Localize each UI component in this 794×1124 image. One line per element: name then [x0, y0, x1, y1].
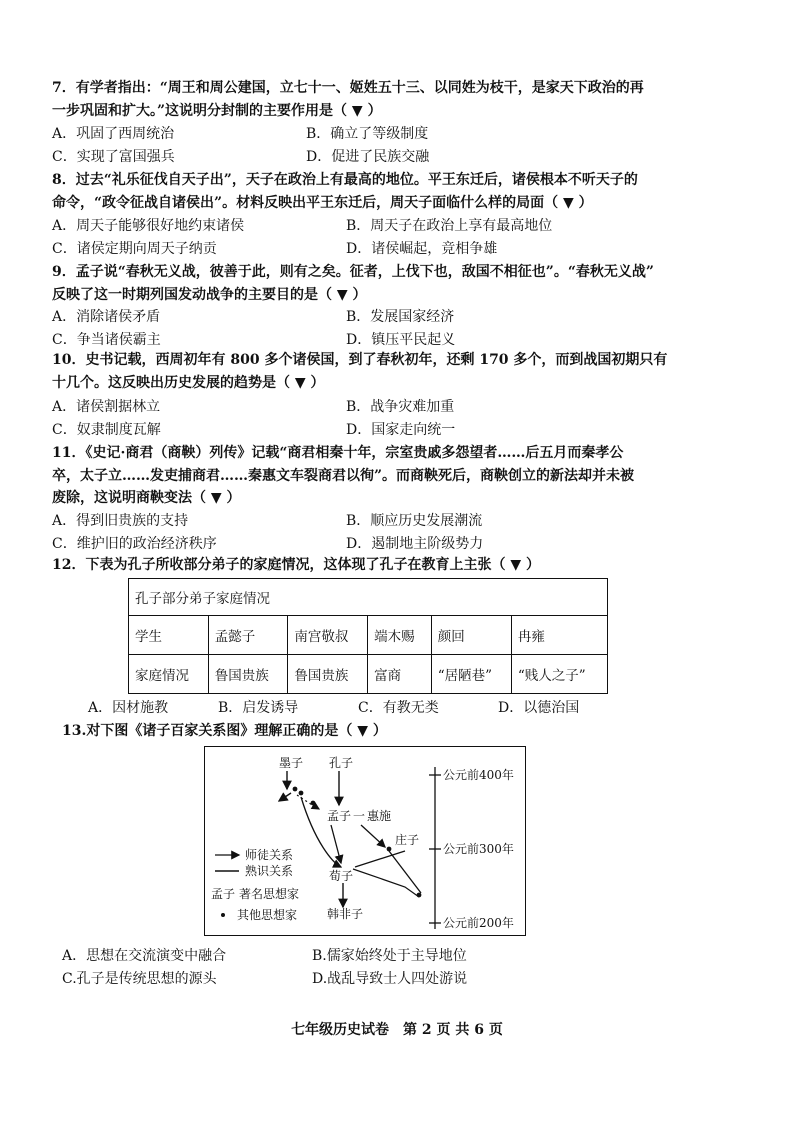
dot-thinker	[293, 787, 298, 792]
node-mengzi: 孟子	[327, 809, 352, 823]
q13-option-c[interactable]: C.孔子是传统思想的源头	[62, 971, 217, 987]
table-row	[129, 655, 608, 694]
q13-option-d[interactable]: D.战乱导致士人四处游说	[312, 971, 468, 987]
q8-stem-line2: 命令，“政令征战自诸侯出”。材料反映出平王东迁后，周天子面临什么样的局面（ ▼ ）	[52, 195, 593, 211]
q9-option-c[interactable]: C．争当诸侯霸主	[52, 332, 161, 348]
arrow-school-a	[279, 793, 291, 801]
q13-option-b[interactable]: B.儒家始终处于主导地位	[312, 948, 467, 964]
q8-stem-line1: 8．过去“礼乐征伐自天子出”，天子在政治上有最高的地位。平王东迁后，诸侯根本不听天子的	[52, 172, 638, 188]
q9-stem-line1: 9．孟子说“春秋无义战，彼善于此，则有之矣。征者，上伐下也，敌国不相征也”。“春秋无义战”	[52, 264, 654, 280]
q10-option-d[interactable]: D．国家走向统一	[346, 422, 456, 438]
table-cell: 家庭情况	[129, 655, 209, 694]
dot-thinker	[387, 847, 392, 852]
q12-option-a[interactable]: A．因材施教	[88, 700, 169, 716]
q7-stem-line2: 一步巩固和扩大。”这说明分封制的主要作用是（ ▼ ）	[52, 103, 382, 119]
q12-option-d[interactable]: D．以德治国	[498, 700, 580, 716]
q7-stem-line1: 7．有学者指出：“周王和周公建国，立七十一、姬姓五十三、以同姓为枝干，是家天下政治的再	[52, 80, 644, 96]
q7-option-c[interactable]: C．实现了富国强兵	[52, 149, 175, 165]
q12-option-b[interactable]: B．启发诱导	[218, 700, 299, 716]
line-xunzi-other	[353, 869, 419, 897]
schools-relation-diagram	[204, 746, 526, 936]
table-row	[129, 616, 608, 655]
node-hanfeizi: 韩非子	[327, 907, 364, 921]
q10-stem-line2: 十几个。这反映出历史发展的趋势是（ ▼ ）	[52, 375, 325, 391]
q7-option-a[interactable]: A．巩固了西周统治	[52, 126, 175, 142]
table-cell: 富商	[368, 655, 432, 694]
q9-option-b[interactable]: B．发展国家经济	[346, 309, 455, 325]
page-footer: 七年级历史试卷 第 2 页 共 6 页	[291, 1022, 503, 1038]
q8-option-a[interactable]: A．周天子能够很好地约束诸侯	[52, 218, 245, 234]
arrow-to-xunzi	[301, 797, 341, 867]
arrow-school-b	[297, 795, 319, 809]
table-cell: 冉雍	[511, 616, 607, 655]
q11-option-d[interactable]: D．遏制地主阶级势力	[346, 536, 484, 552]
q13-stem-line1: 13.对下图《诸子百家关系图》理解正确的是（ ▼ ）	[62, 723, 387, 739]
node-zhuangzi: 庄子	[395, 833, 420, 847]
q9-option-d[interactable]: D．镇压平民起义	[346, 332, 456, 348]
q10-option-b[interactable]: B．战争灾难加重	[346, 399, 455, 415]
table-caption: 孔子部分弟子家庭情况	[129, 579, 608, 616]
q9-stem-line2: 反映了这一时期列国发动战争的主要目的是（ ▼ ）	[52, 287, 367, 303]
table-cell: 南宫敬叔	[288, 616, 368, 655]
legend-teacher: 师徒关系	[245, 848, 294, 862]
arrow-mengzi-xunzi	[331, 825, 341, 863]
disciples-table	[128, 578, 608, 694]
q11-option-a[interactable]: A．得到旧贵族的支持	[52, 513, 189, 529]
q8-option-b[interactable]: B．周天子在政治上享有最高地位	[346, 218, 553, 234]
table-cell: 孟懿子	[208, 616, 288, 655]
node-mozi: 墨子	[279, 756, 304, 770]
node-sep: 一	[353, 809, 366, 823]
table-cell: “贱人之子”	[511, 655, 607, 694]
table-cell: 学生	[129, 616, 209, 655]
line-zhuangzi-xunzi	[355, 851, 405, 867]
table-cell: “居陋巷”	[431, 655, 511, 694]
q7-option-d[interactable]: D．促进了民族交融	[306, 149, 430, 165]
node-kongzi: 孔子	[329, 756, 354, 770]
q10-stem-line1: 10．史书记载，西周初年有 800 多个诸侯国，到了春秋初年，还剩 170 多个，而到战国初期只有	[52, 352, 668, 368]
q8-option-d[interactable]: D．诸侯崛起，竞相争雄	[346, 241, 498, 257]
time-400bc: 公元前400年	[443, 768, 514, 782]
table-cell: 鲁国贵族	[208, 655, 288, 694]
q12-option-c[interactable]: C．有教无类	[358, 700, 439, 716]
q11-option-b[interactable]: B．顺应历史发展潮流	[346, 513, 483, 529]
q12-stem-line1: 12．下表为孔子所收部分弟子的家庭情况，这体现了孔子在教育上主张（ ▼ ）	[52, 557, 540, 573]
legend-acquaint: 熟识关系	[245, 864, 294, 878]
q10-option-c[interactable]: C．奴隶制度瓦解	[52, 422, 161, 438]
legend-famous: 著名思想家	[239, 887, 300, 901]
dot-thinker	[417, 893, 422, 898]
q7-option-b[interactable]: B．确立了等级制度	[306, 126, 429, 142]
time-200bc: 公元前200年	[443, 916, 514, 930]
arrow-huishi-zhuangzi	[361, 825, 385, 847]
legend-dot	[221, 913, 225, 917]
q11-stem-line3: 废除，这说明商鞅变法（ ▼ ）	[52, 490, 241, 506]
q8-option-c[interactable]: C．诸侯定期向周天子纳贡	[52, 241, 217, 257]
q11-stem-line2: 卒，太子立……发吏捕商君……秦惠文车裂商君以徇”。而商鞅死后，商鞅创立的新法却并未被	[52, 468, 635, 484]
node-huishi: 惠施	[367, 809, 392, 823]
legend-other: 其他思想家	[237, 908, 298, 922]
table-cell: 颜回	[431, 616, 511, 655]
table-cell: 端木赐	[368, 616, 432, 655]
table-cell: 鲁国贵族	[288, 655, 368, 694]
legend-famous-name: 孟子	[211, 887, 236, 901]
q11-stem-line1: 11．《史记·商君（商鞅）列传》记载“商君相秦十年，宗室贵戚多怨望者……后五月而秦孝公	[52, 445, 624, 461]
q11-option-c[interactable]: C．维护旧的政治经济秩序	[52, 536, 217, 552]
node-xunzi: 荀子	[329, 869, 354, 883]
time-300bc: 公元前300年	[443, 842, 514, 856]
q10-option-a[interactable]: A．诸侯割据林立	[52, 399, 161, 415]
dot-thinker	[299, 791, 304, 796]
q13-option-a[interactable]: A．思想在交流演变中融合	[62, 948, 227, 964]
q9-option-a[interactable]: A．消除诸侯矛盾	[52, 309, 161, 325]
dot-thinker	[311, 801, 316, 806]
